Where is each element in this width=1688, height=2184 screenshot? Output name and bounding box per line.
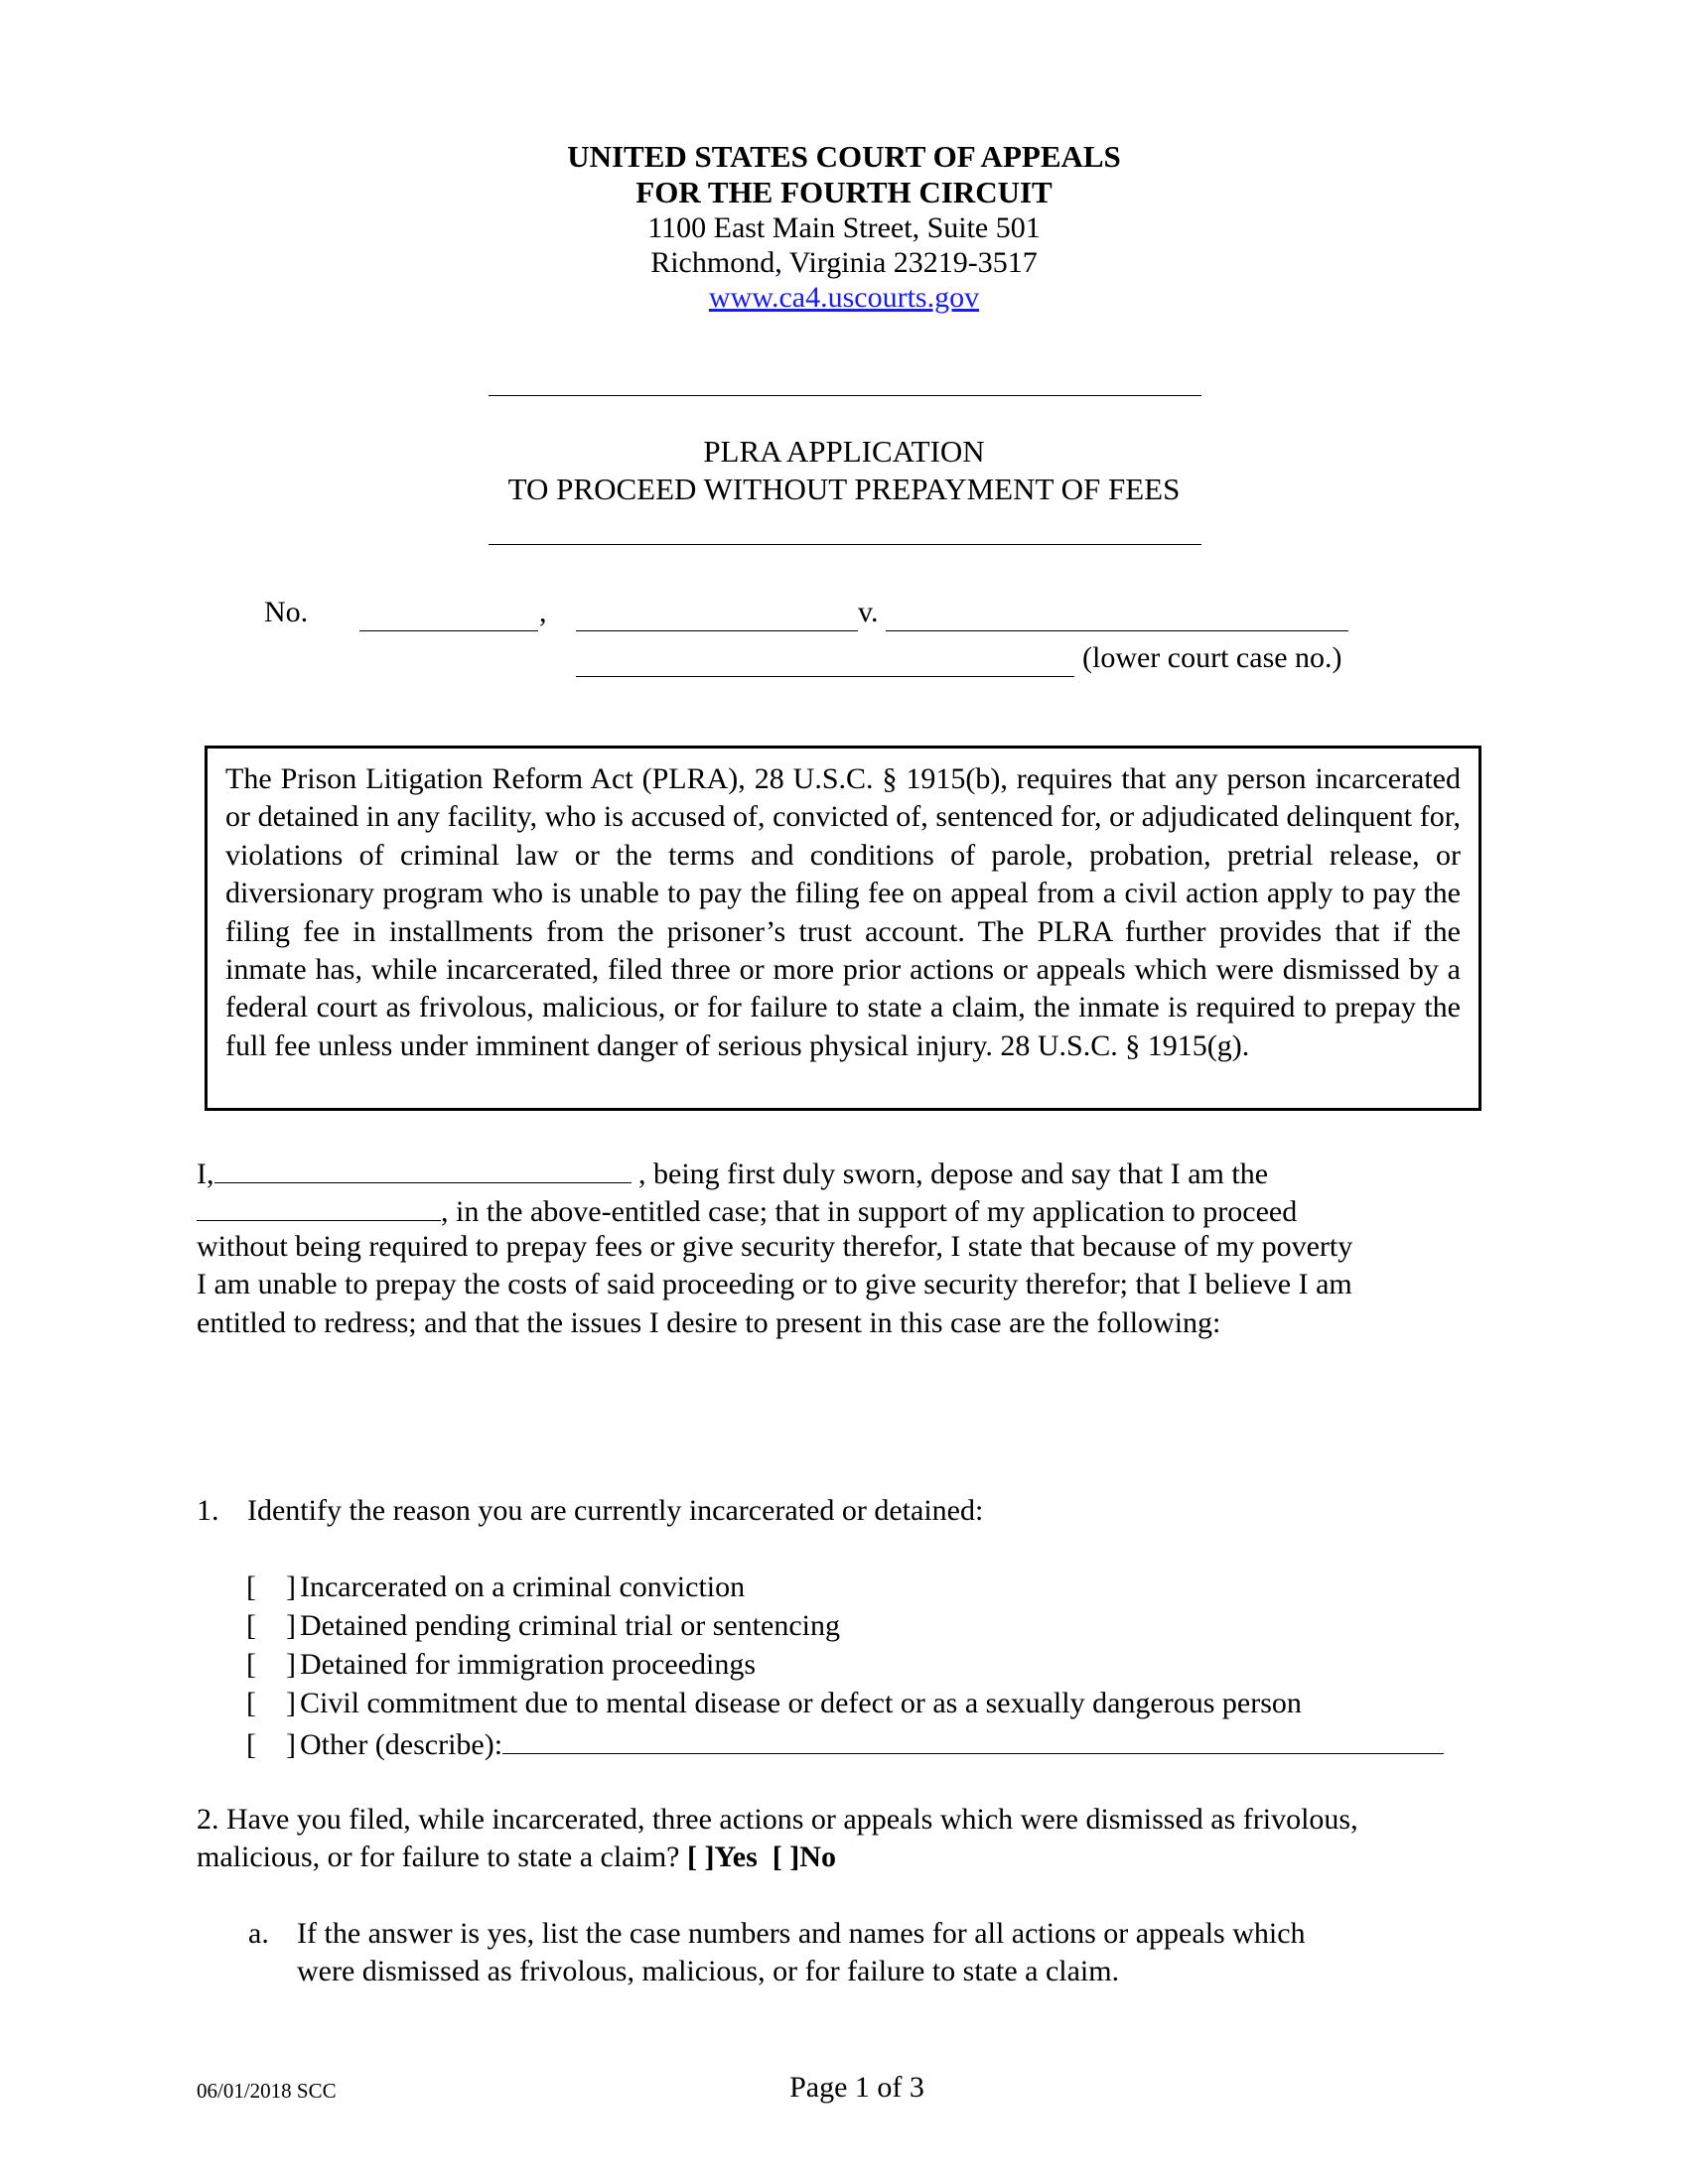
q2-no-checkbox[interactable]: [ ]No [772,1841,836,1873]
court-name-line2: FOR THE FOURTH CIRCUIT [635,175,1053,209]
court-website-link[interactable]: www.ca4.uscourts.gov [708,281,980,314]
q2-sub-a-line1: If the answer is yes, list the case numbers and names for all actions or appeals which [297,1917,1306,1950]
q1-checkbox-civil-commitment[interactable]: [ ] [246,1687,296,1719]
q1-checkbox-pending-trial[interactable]: [ ] [246,1609,296,1642]
court-address-line2: Richmond, Virginia 23219-3517 [650,246,1038,279]
appellee-name-field[interactable] [886,603,1348,631]
q2-sub-a-marker: a. [248,1917,269,1950]
lower-court-case-label: (lower court case no.) [1082,641,1342,674]
affidavit-line1-text: , being first duly sworn, depose and say that I am the [631,1158,1269,1190]
q1-option-row [246,1687,1302,1720]
q1-checkbox-immigration[interactable]: [ ] [246,1648,296,1681]
affidavit-prefix: I, [197,1158,214,1190]
affidavit-line4: I am unable to prepay the costs of said proceeding or to give security therefor; that I believe I am [197,1268,1352,1300]
plra-notice-text: The Prison Litigation Reform Act (PLRA), 28 U.S.C. § 1915(b), requires that any person incarcerated or detained in any facility, who is accused of, convicted of, sentenced for, or adjudicated delinquent for, violations of criminal law or the terms and conditions of parole, probation, pretrial release, or diversionary program who is unable to pay the filing fee on appeal from a civil action apply to pay the filing fee in installments from the prisoner’s trust account. The PLRA further provides that if the inmate has, while incarcerated, filed three or more prior actions or appeals which were dismissed by a federal court as frivolous, malicious, or for failure to state a claim, the inmate is required to prepay the full fee unless under imminent danger of serious physical injury. 28 U.S.C. § 1915(g). [225,762,1461,1062]
affidavit-line5: entitled to redress; and that the issues I desire to present in this case are the following: [197,1306,1221,1339]
q1-option-row [246,1609,840,1643]
question2-line1: 2. Have you filed, while incarcerated, three actions or appeals which were dismissed as frivolous, [197,1803,1358,1836]
question2-line2: malicious, or for failure to state a claim? [197,1841,680,1873]
q1-option-label: Other (describe): [300,1728,503,1761]
q1-option-label: Detained for immigration proceedings [300,1648,757,1681]
q1-checkbox-other[interactable]: [ ] [246,1728,296,1761]
affiant-name-field[interactable] [214,1155,632,1183]
affiant-role-field[interactable] [197,1192,441,1221]
page-number: Page 1 of 3 [789,2071,924,2104]
q2-sub-a-line2: were dismissed as frivolous, malicious, or for failure to state a claim. [297,1955,1120,1987]
q1-option-row [246,1570,745,1604]
court-name-line1: UNITED STATES COURT OF APPEALS [567,139,1121,174]
title-top-rule [489,395,1201,396]
q2-yes-checkbox[interactable]: [ ]Yes [686,1841,758,1873]
q1-option-label: Incarcerated on a criminal conviction [300,1570,746,1603]
affidavit-line2-text: , in the above-entitled case; that in support of my application to proceed [441,1195,1298,1228]
form-title-line1: PLRA APPLICATION [703,434,985,469]
caption-comma: , [539,596,547,628]
versus-label: v. [858,596,879,628]
q1-option-label: Detained pending criminal trial or sentencing [300,1609,840,1642]
q1-option-label: Civil commitment due to mental disease or defect or as a sexually dangerous person [300,1687,1302,1719]
plra-notice-box [205,746,1481,1111]
title-bottom-rule [489,544,1201,545]
case-number-label: No. [264,596,309,628]
appellant-name-field[interactable] [576,603,858,631]
question1-prompt: Identify the reason you are currently incarcerated or detained: [247,1494,984,1527]
form-title-line2: TO PROCEED WITHOUT PREPAYMENT OF FEES [507,472,1181,506]
q1-option-row [246,1648,756,1682]
question1-number: 1. [197,1494,219,1527]
q1-checkbox-conviction[interactable]: [ ] [246,1570,296,1603]
lower-court-case-field[interactable] [576,648,1074,677]
case-number-field[interactable] [359,603,538,631]
q1-other-describe-field[interactable] [502,1725,1444,1754]
affidavit-line3: without being required to prepay fees or give security therefor, I state that because of my poverty [197,1230,1353,1263]
court-address-line1: 1100 East Main Street, Suite 501 [647,211,1041,244]
q1-option-row [246,1725,1444,1762]
form-revision-code: 06/01/2018 SCC [197,2079,337,2103]
